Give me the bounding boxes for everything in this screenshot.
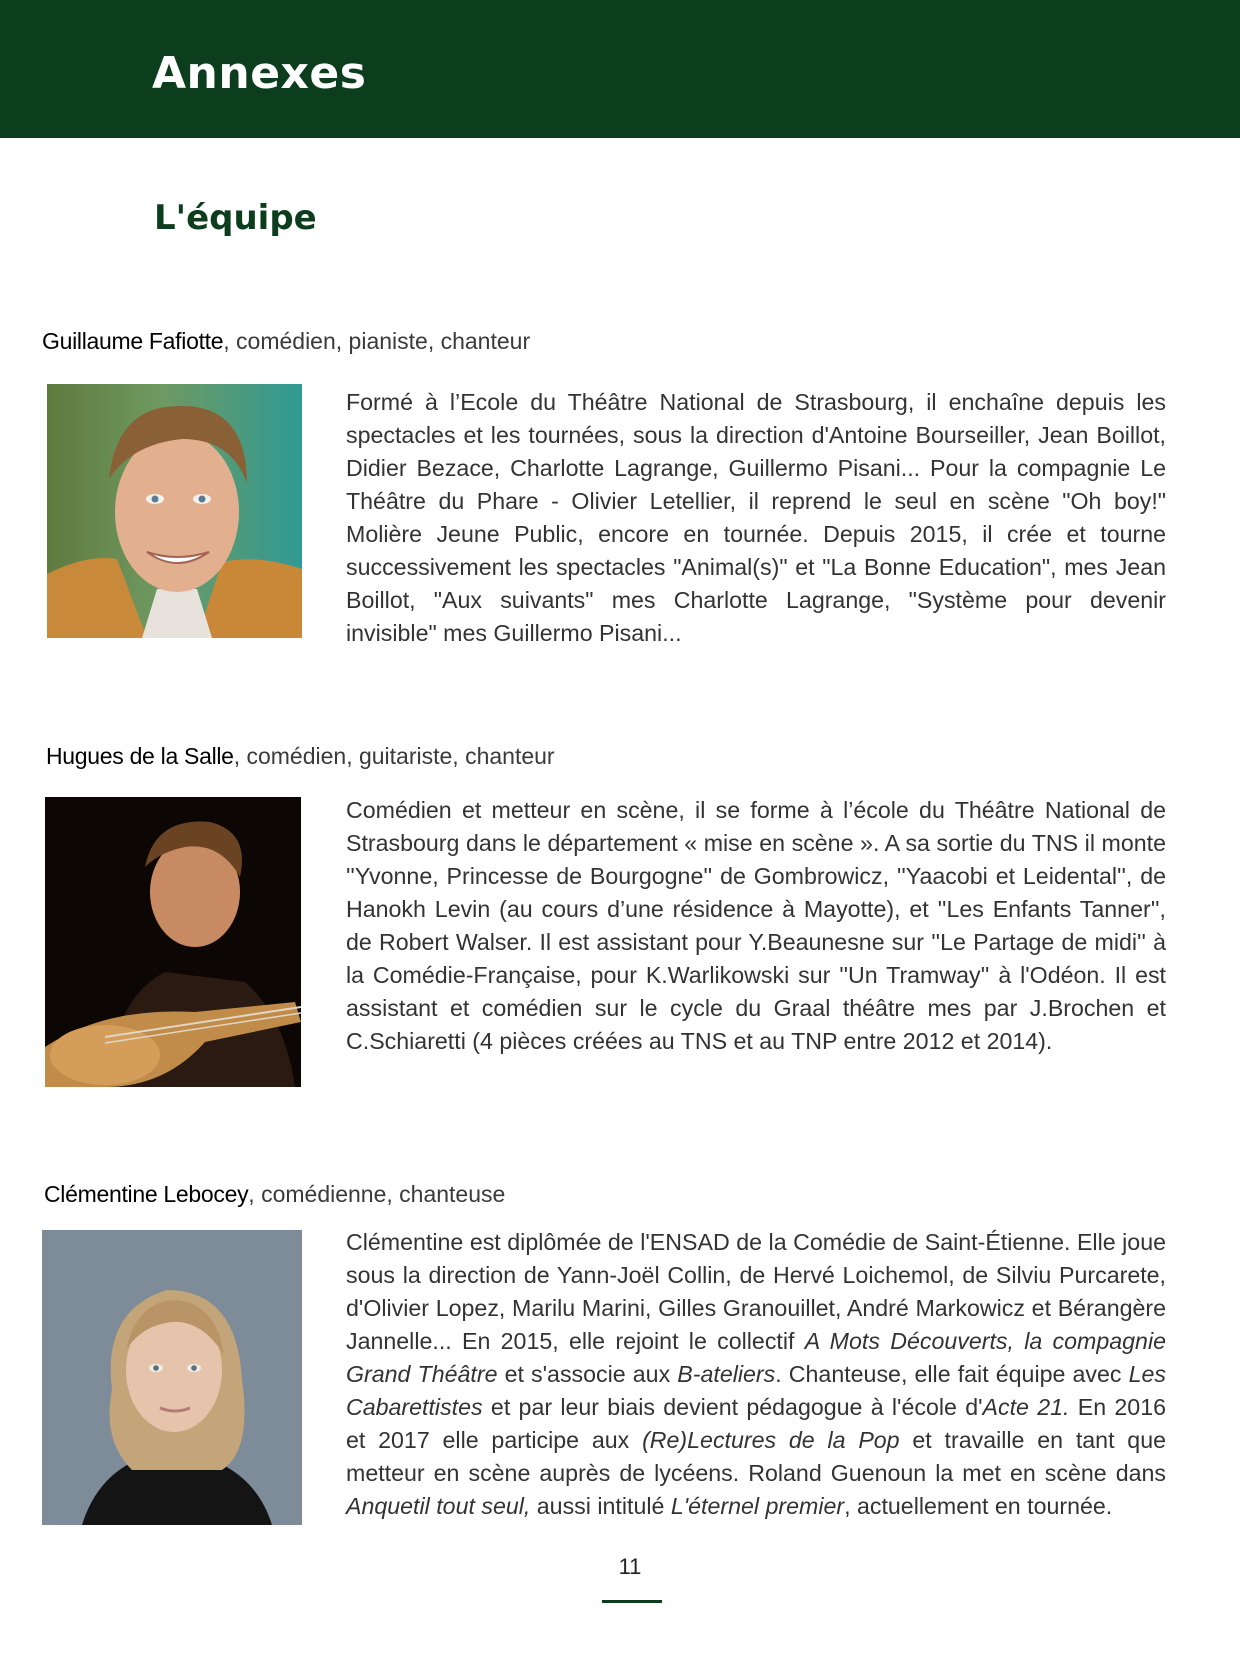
- person-name: Clémentine Lebocey: [44, 1181, 249, 1207]
- person-heading: [42, 328, 530, 355]
- bio-text: . Chanteuse, elle fait équipe avec: [775, 1361, 1129, 1387]
- person-bio: Comédien et metteur en scène, il se forme à l’école du Théâtre National de Strasbourg dans le département « mise en scène ». A sa sortie du TNS il monte ''Yvonne, Princesse de Bourgogne'' de Gombrowicz, ''Yaacobi et Leidental'', de Hanokh Levin (au cours d’une résidence à Mayotte), et ''Les Enfants Tanner'', de Robert Walser. Il est assistant pour Y.Beaunesne sur ''Le Partage de midi'' à la Comédie-Française, pour K.Warlikowski sur ''Un Tramway'' à l'Odéon. Il est assistant et comédien sur le cycle du Graal théâtre mes par J.Brochen et C.Schiaretti (4 pièces créées au TNS et au TNP entre 2012 et 2014).: [346, 797, 1166, 1054]
- person-roles: , comédien, pianiste, chanteur: [223, 328, 531, 354]
- person-roles: , comédienne, chanteuse: [248, 1181, 506, 1207]
- person-name: Guillaume Fafiotte: [42, 328, 224, 354]
- person-heading: [46, 743, 555, 770]
- bio-emphasis: A Mots Découverts, la compagnie Grand Théâtre: [346, 1328, 1166, 1387]
- bio-text: et s'associe aux: [497, 1361, 678, 1387]
- person-bio: [346, 1226, 1166, 1523]
- portrait-photo: [45, 797, 301, 1087]
- page-title: Annexes: [152, 48, 367, 99]
- bio-emphasis: B-ateliers: [677, 1361, 776, 1387]
- bio-text: aussi intitulé: [530, 1493, 671, 1519]
- bio-text: En 2016 et 2017 elle participe aux: [346, 1394, 1166, 1453]
- person-name: Hugues de la Salle: [46, 743, 234, 769]
- bio-emphasis: Acte 21.: [982, 1394, 1070, 1420]
- portrait-photo: [47, 384, 302, 638]
- header-band: [0, 0, 1240, 138]
- person-bio: Formé à l’Ecole du Théâtre National de Strasbourg, il enchaîne depuis les spectacles et les tournées, sous la direction d'Antoine Bourseiller, Jean Boillot, Didier Bezace, Charlotte Lagrange, Guillermo Pisani... Pour la compagnie Le Théâtre du Phare - Olivier Letellier, il reprend le seul en scène "Oh boy!" Molière Jeune Public, encore en tournée. Depuis 2015, il crée et tourne successivement les spectacles "Animal(s)" et "La Bonne Education", mes Jean Boillot, "Aux suivants" mes Charlotte Lagrange, "Système pour devenir invisible" mes Guillermo Pisani...: [346, 389, 1166, 646]
- bio-text: et par leur biais devient pédagogue à l'école d': [482, 1394, 983, 1420]
- bio-emphasis: (Re)Lectures de la Pop: [642, 1427, 900, 1453]
- portrait-photo: [42, 1230, 302, 1525]
- bio-emphasis: Anquetil tout seul,: [346, 1493, 531, 1519]
- bio-emphasis: Les Cabarettistes: [346, 1361, 1166, 1420]
- page-number-underline: [602, 1600, 662, 1603]
- section-title: L'équipe: [154, 198, 317, 238]
- bio-emphasis: L'éternel premier: [670, 1493, 845, 1519]
- page-number: 11: [618, 1554, 642, 1579]
- person-roles: , comédien, guitariste, chanteur: [233, 743, 555, 769]
- bio-text: Clémentine est diplômée de l'ENSAD de la Comédie de Saint-Étienne. Elle joue sous la direction de Yann-Joël Collin, de Hervé Loichemol, de Silviu Purcarete, d'Olivier Lopez, Marilu Marini, Gilles Granouillet, André Markowicz et Bérangère Jannelle... En 2015, elle rejoint le collectif: [346, 1229, 1166, 1354]
- bio-text: et travaille en tant que metteur en scène auprès de lycéens. Roland Guenoun la met en scène dans: [346, 1427, 1166, 1486]
- person-heading: [44, 1181, 505, 1208]
- bio-text: , actuellement en tournée.: [844, 1493, 1113, 1519]
